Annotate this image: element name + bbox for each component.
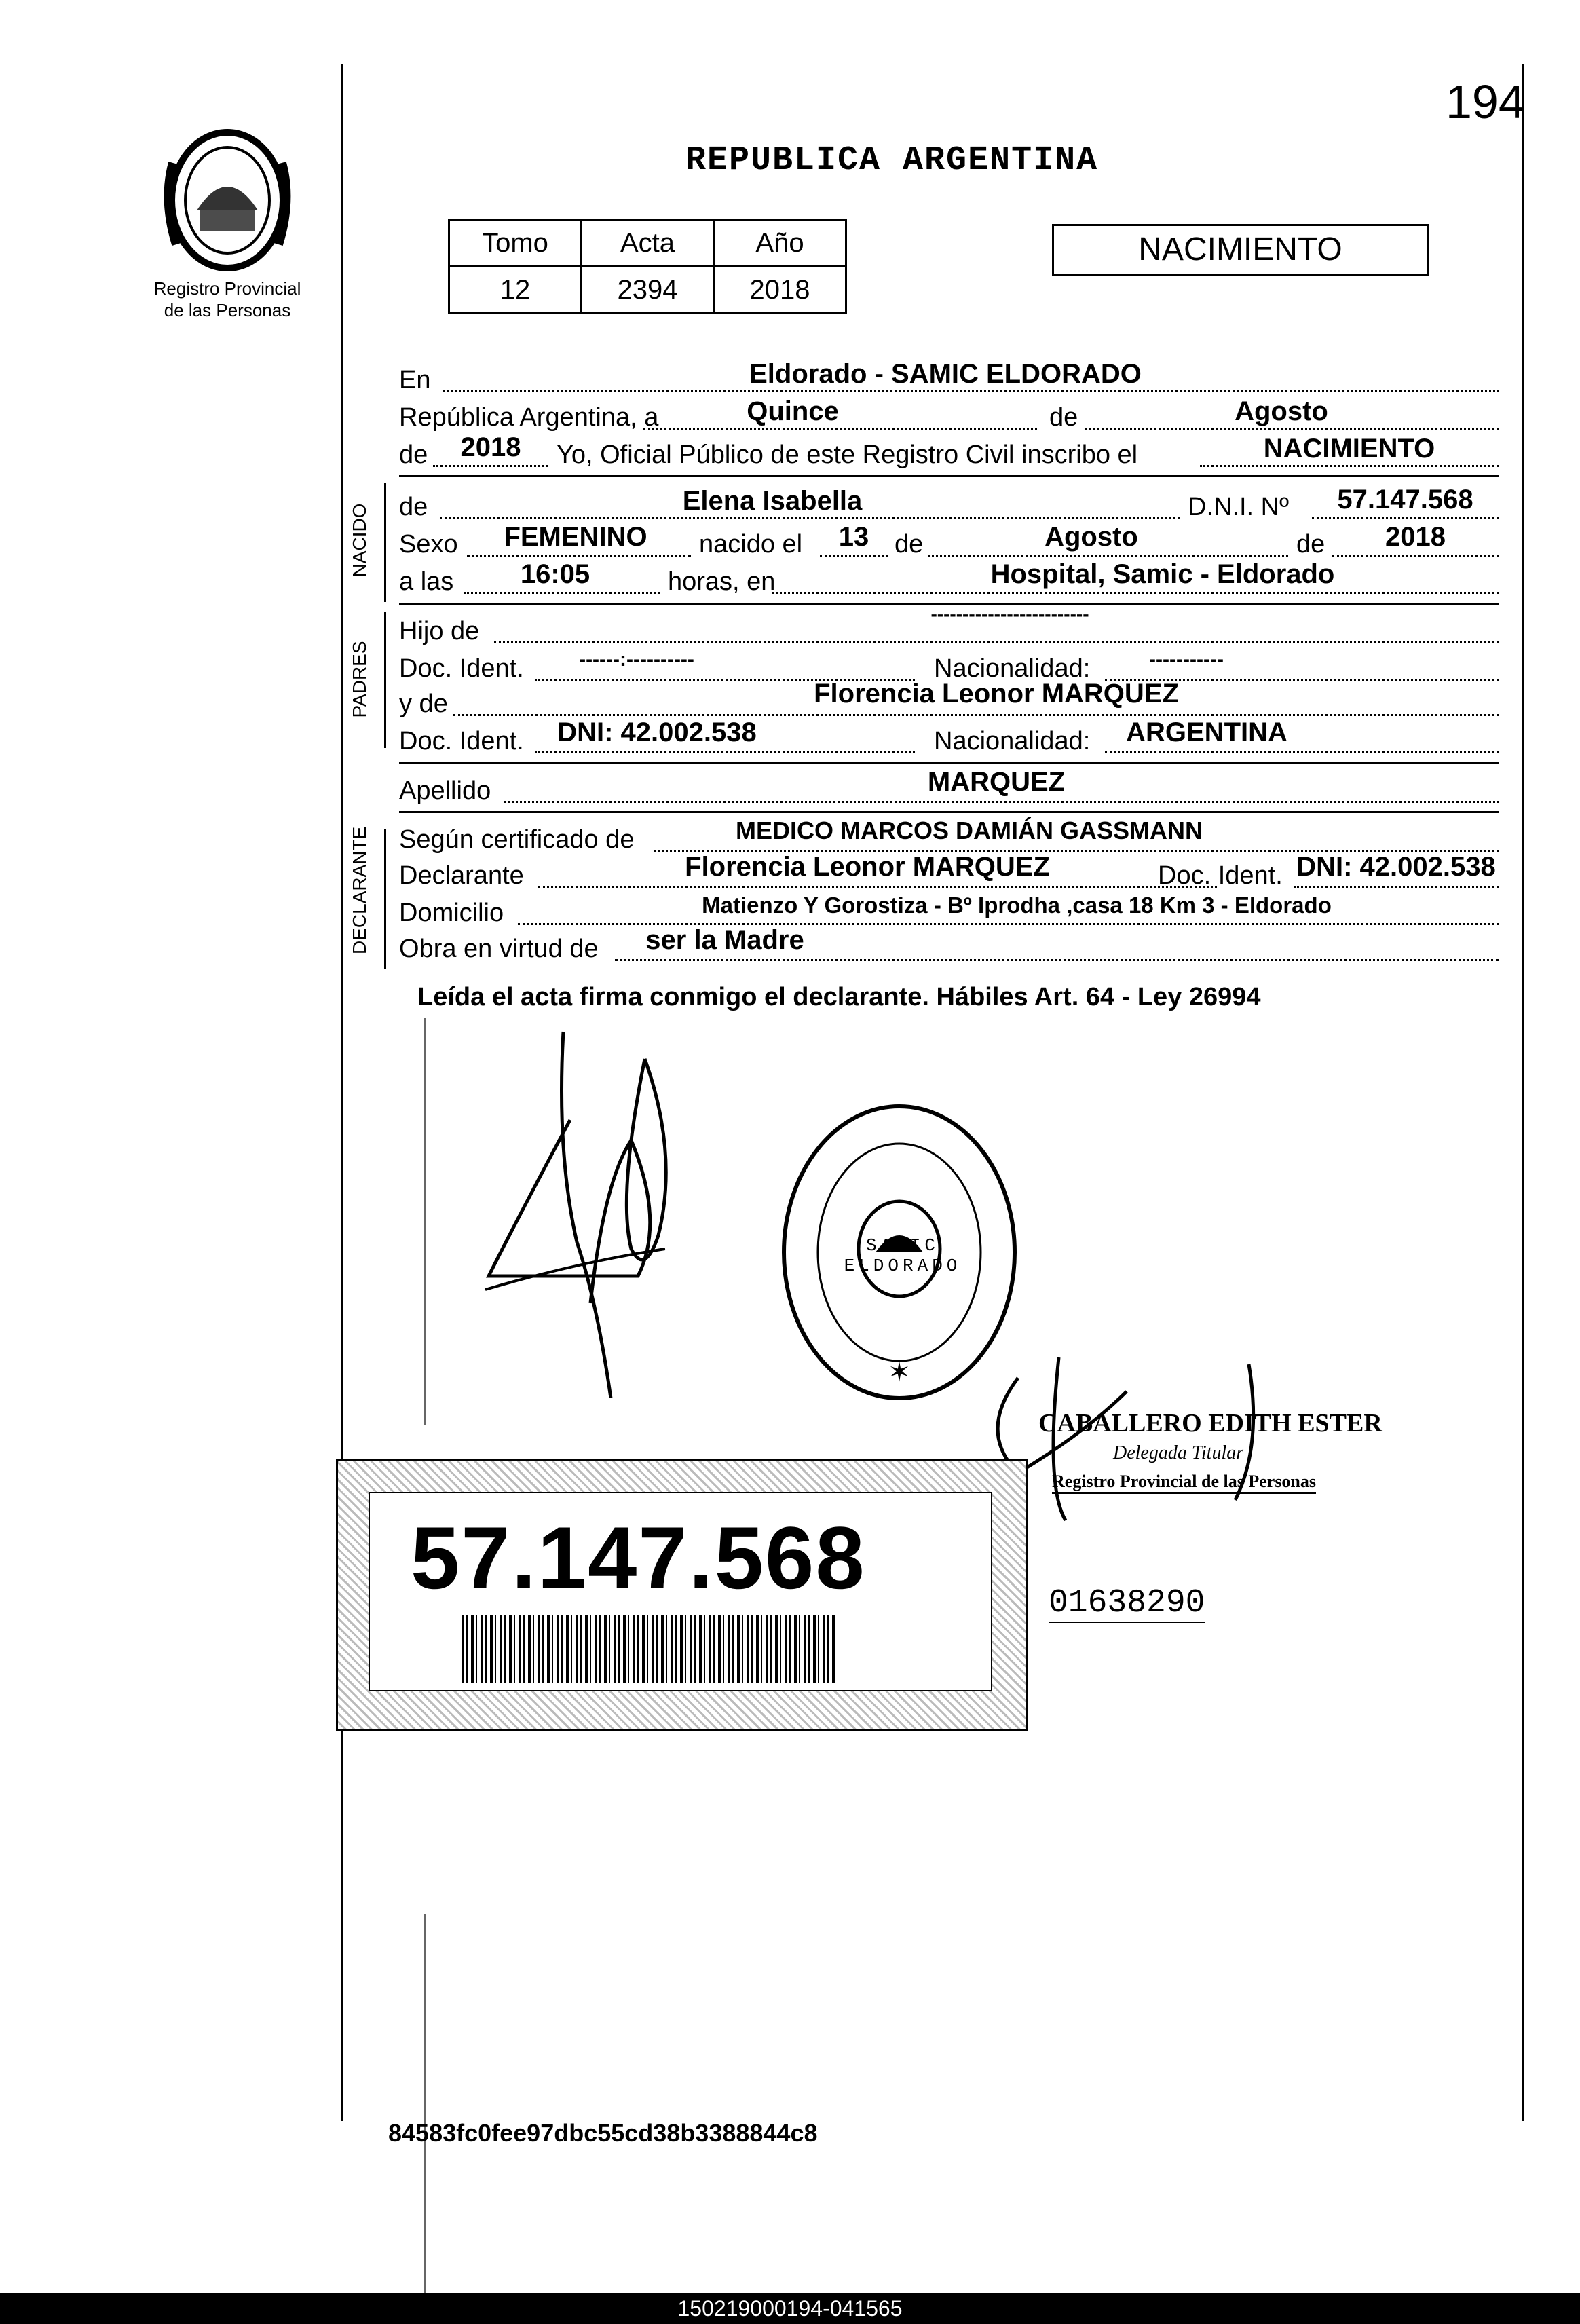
row-hora: [399, 559, 1499, 599]
table-header: Acta: [582, 220, 714, 267]
label-nacido-el: nacido el: [699, 530, 803, 559]
section-label-declarante: DECLARANTE: [349, 826, 370, 954]
record-type: NACIMIENTO: [1138, 231, 1342, 267]
label-segun: Según certificado de: [399, 825, 635, 854]
label-obra: Obra en virtud de: [399, 935, 599, 963]
row-lugar: [399, 359, 1499, 397]
country-title: REPUBLICA ARGENTINA: [685, 141, 1099, 180]
official-signature-icon: [977, 1351, 1385, 1527]
table-cell: 2018: [714, 267, 846, 314]
dni-sticker: [336, 1459, 1028, 1731]
value-padre-doc: ------:----------: [579, 648, 694, 671]
left-margin-line: [341, 64, 343, 2121]
label-a-las: a las: [399, 567, 454, 596]
declarant-signature-icon: [475, 1018, 699, 1398]
label-doc-ident-declarante: Doc. Ident.: [1158, 861, 1283, 890]
section-bar-padres: [384, 612, 386, 748]
sticker-serial: 01638290: [1049, 1585, 1205, 1622]
province-seal-icon: [159, 122, 295, 278]
document-hash: 84583fc0fee97dbc55cd38b3388844c8: [388, 2119, 818, 2147]
value-dia-letras: Quince: [747, 396, 839, 426]
value-padre-nac: -----------: [1149, 648, 1224, 671]
label-domicilio: Domicilio: [399, 899, 504, 927]
value-certificado: MEDICO MARCOS DAMIÁN GASSMANN: [736, 817, 1203, 844]
value-sexo: FEMENINO: [504, 522, 647, 552]
registry-name-line2: de las Personas: [164, 300, 291, 320]
section-bar-nacido: [384, 483, 386, 602]
sticker-inner: [369, 1492, 992, 1691]
label-de-anio: de: [399, 441, 428, 469]
label-hijo-de: Hijo de: [399, 617, 480, 645]
registry-name-line1: Registro Provincial: [153, 278, 301, 299]
section-label-nacido: NACIDO: [349, 503, 370, 578]
value-domicilio: Matienzo Y Gorostiza - Bº Iprodha ,casa 18 Km 3 - Eldorado: [702, 893, 1332, 918]
value-mes: Agosto: [1235, 396, 1328, 426]
dashed-guide-line-lower: [424, 1914, 426, 2301]
label-horas-en: horas, en: [668, 567, 776, 596]
value-madre-nac: ARGENTINA: [1126, 717, 1287, 747]
row-anio: [399, 432, 1499, 472]
official-title: Delegada Titular: [1113, 1442, 1244, 1463]
divider: [399, 762, 1499, 764]
label-dni-no: D.N.I. Nº: [1188, 493, 1289, 521]
official-org: Registro Provincial de las Personas: [1052, 1472, 1316, 1494]
footer-code: 150219000194-041565: [677, 2296, 903, 2321]
table-cell: 12: [449, 267, 582, 314]
dashed-guide-line: [424, 1018, 426, 1425]
row-fecha: [399, 396, 1499, 434]
label-de-nombre: de: [399, 493, 428, 521]
value-mes-nac: Agosto: [1045, 522, 1138, 552]
row-domicilio: [399, 893, 1499, 930]
label-de-anio-nac: de: [1296, 530, 1325, 559]
label-apellido: Apellido: [399, 776, 491, 805]
value-padre: -------------------------: [930, 603, 1089, 624]
label-de-mes: de: [895, 530, 924, 559]
value-hora: 16:05: [520, 559, 590, 589]
row-obra: [399, 925, 1499, 966]
divider: [399, 475, 1499, 477]
label-doc-ident: Doc. Ident.: [399, 654, 524, 683]
value-anio-nac: 2018: [1385, 522, 1446, 552]
page-number: 194: [1446, 75, 1525, 128]
label-nacionalidad: Nacionalidad:: [934, 654, 1091, 683]
record-table: [448, 219, 847, 314]
label-y-de: y de: [399, 690, 448, 718]
footer-bar: [0, 2293, 1580, 2324]
divider: [399, 811, 1499, 813]
section-label-padres: PADRES: [349, 641, 370, 718]
label-sexo: Sexo: [399, 530, 458, 559]
value-madre: Florencia Leonor MARQUEZ: [814, 679, 1179, 709]
value-declarante: Florencia Leonor MARQUEZ: [685, 852, 1050, 882]
value-nombre: Elena Isabella: [682, 486, 863, 516]
value-acto: NACIMIENTO: [1263, 434, 1435, 464]
sticker-barcode: [462, 1615, 835, 1683]
row-apellido: [399, 767, 1499, 808]
svg-text:✶: ✶: [888, 1357, 911, 1387]
table-header: Tomo: [449, 220, 582, 267]
value-obra: ser la Madre: [645, 925, 804, 955]
row-declarante: [399, 852, 1499, 893]
label-declarante: Declarante: [399, 861, 524, 890]
right-margin-line: [1522, 64, 1524, 2121]
value-anio: 2018: [460, 432, 521, 462]
label-doc-ident-madre: Doc. Ident.: [399, 727, 524, 755]
value-declarante-doc: DNI: 42.002.538: [1296, 852, 1496, 882]
label-yo-oficial: Yo, Oficial Público de este Registro Civil inscribo el: [557, 441, 1138, 469]
table-cell: 2394: [582, 267, 714, 314]
value-apellido: MARQUEZ: [927, 767, 1066, 797]
row-sexo: [399, 522, 1499, 561]
label-republica: República Argentina, a: [399, 403, 659, 432]
table-header: Año: [714, 220, 846, 267]
section-bar-declarante: [384, 829, 386, 969]
label-de: de: [1049, 403, 1078, 432]
value-dia-nac: 13: [838, 522, 869, 552]
closing-text: Leída el acta firma conmigo el declarante. Hábiles Art. 64 - Ley 26994: [417, 983, 1261, 1011]
stamp-inner-text: SAMIC ELDORADO: [844, 1235, 962, 1276]
label-en: En: [399, 366, 431, 394]
record-type-box: [1052, 224, 1429, 276]
value-madre-doc: DNI: 42.002.538: [557, 717, 757, 747]
row-padre: [399, 603, 1499, 648]
value-lugar: Eldorado - SAMIC ELDORADO: [749, 359, 1142, 389]
label-nacionalidad-madre: Nacionalidad:: [934, 727, 1091, 755]
sticker-number: 57.147.568: [411, 1508, 866, 1607]
official-name: CABALLERO EDITH ESTER: [1038, 1409, 1382, 1438]
row-madre: [399, 679, 1499, 721]
value-lugar-nac: Hospital, Samic - Eldorado: [990, 559, 1335, 589]
row-nombre: [399, 485, 1499, 524]
row-madre-doc: [399, 717, 1499, 758]
value-dni: 57.147.568: [1337, 485, 1473, 514]
